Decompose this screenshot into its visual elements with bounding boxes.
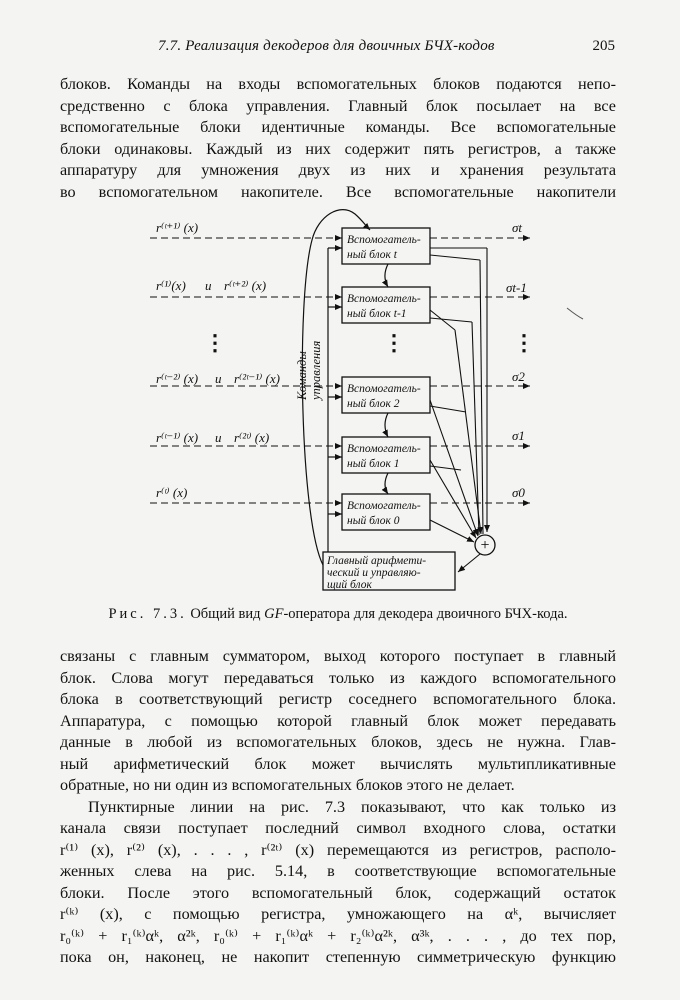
text-line: блоков. Команды на входы вспомогательных блоков подаются непо- — [60, 75, 616, 93]
block-t1-line2: ный блок t-1 — [347, 308, 407, 320]
main-block-line1: Главный арифмети- — [327, 555, 427, 567]
block-1-line2: ный блок 1 — [347, 458, 400, 470]
input-label-1-and: и — [215, 430, 222, 445]
caption-gf: GF — [264, 606, 284, 622]
figure-gf-operator — [0, 200, 680, 600]
caption-text-b: -оператора для декодера двоичного БЧХ-кода. — [283, 606, 568, 622]
output-sigma-0: σ0 — [512, 485, 525, 500]
text-line: аппаратуру для умножения двух из них и хранения результата — [60, 161, 616, 179]
text-line: обратные, но ни один из вспомогательных блоков этого не делает. — [60, 776, 515, 794]
dots-middle: ⋮ — [383, 330, 405, 355]
running-title: 7.7. Реализация декодеров для двоичных БЧХ-кодов — [158, 38, 495, 54]
stray-pen-mark — [566, 306, 586, 322]
top-paragraph — [60, 74, 616, 203]
input-label-2-a: r⁽ᵗ⁻²⁾ (x) — [156, 371, 199, 386]
input-label-1-b: r⁽²ᵗ⁾ (x) — [234, 430, 270, 445]
text-line: Пунктирные линии на рис. 7.3 показывают, что как только из — [88, 797, 616, 816]
text-line: r⁽ᵏ⁾ (x), с помощью регистра, умножающего на αᵏ, вычисляет — [60, 905, 616, 923]
text-line: связаны с главным сумматором, выход которого поступает в главный — [60, 647, 616, 665]
block-t-line2: ный блок t — [347, 249, 397, 261]
input-label-1-a: r⁽ᵗ⁻¹⁾ (x) — [156, 430, 199, 445]
input-label-0: r⁽ᵗ⁾ (x) — [156, 485, 188, 500]
caption-text-a: Общий вид — [186, 606, 265, 622]
output-sigma-t-1: σt-1 — [506, 280, 527, 295]
text-line: женных слева на рис. 5.14, в соответствующие вспомогательные — [60, 862, 616, 880]
summer-plus: + — [480, 537, 490, 554]
caption-label: Рис. 7.3. — [108, 606, 187, 622]
input-label-t: r⁽ᵗ⁺¹⁾ (x) — [156, 220, 199, 235]
main-block-line3: щий блок — [327, 579, 372, 591]
running-header — [60, 38, 615, 60]
output-sigma-2: σ2 — [512, 369, 525, 384]
bottom-paragraph — [60, 646, 616, 969]
input-label-t1-b: r⁽ᵗ⁺²⁾ (x) — [224, 278, 267, 293]
block-0-line1: Вспомогатель- — [347, 500, 421, 512]
block-t-line1: Вспомогатель- — [347, 234, 421, 246]
output-sigma-t: σt — [512, 220, 523, 235]
text-line: блоки. После этого вспомогательный блок, содержащий остаток — [60, 883, 616, 902]
dots-left: ⋮ — [204, 330, 226, 355]
text-line: ный арифметический блок может вычислять мультипликативные — [60, 754, 616, 773]
output-sigma-1: σ1 — [512, 428, 525, 443]
block-0-line2: ный блок 0 — [347, 515, 400, 527]
text-line: канала связи поступает последний символ входного слова, остатки — [60, 819, 616, 837]
input-label-t1-and: и — [205, 278, 212, 293]
block-2-line2: ный блок 2 — [347, 398, 400, 410]
text-line: во вспомогательном накопителе. Все вспомогательные накопители — [60, 182, 616, 201]
dots-right: ⋮ — [513, 330, 535, 355]
control-label-line2: управления — [309, 340, 323, 400]
figure-caption — [60, 606, 616, 623]
text-line: блок. Слова могут передаваться только из каждого вспомогательного — [60, 668, 616, 687]
page-number: 205 — [592, 38, 615, 54]
input-label-2-b: r⁽²ᵗ⁻¹⁾ (x) — [234, 371, 280, 386]
block-t1-line1: Вспомогатель- — [347, 293, 421, 305]
text-line: r₀⁽ᵏ⁾ + r₁⁽ᵏ⁾αᵏ, α²ᵏ, r₀⁽ᵏ⁾ + r₁⁽ᵏ⁾αᵏ + r₂⁽ᵏ⁾α²ᵏ, α³ᵏ, . . . , до тех пор, — [60, 926, 616, 945]
diagram-svg — [0, 200, 680, 600]
text-line: r⁽¹⁾ (x), r⁽²⁾ (x), . . . , r⁽²ᵗ⁾ (x) перемещаются из регистров, располо- — [60, 840, 616, 859]
text-line: средственно с блока управления. Главный блок посылает на все — [60, 96, 616, 115]
text-line: блоки одинаковы. Каждый из них содержит пять регистров, а также — [60, 139, 616, 158]
input-label-2-and: и — [215, 371, 222, 386]
text-line: данные в любой из вспомогательных блоков, здесь не нужна. Глав- — [60, 733, 616, 751]
text-line: блока в соответствующий регистр соседнего вспомогательного блока. — [60, 690, 616, 708]
text-line: Аппаратура, с помощью которой главный блок может передавать — [60, 711, 616, 730]
input-label-t1-a: r⁽¹⁾(x) — [156, 278, 186, 293]
main-block-line2: ческий и управляю- — [327, 567, 421, 579]
text-line: пока он, наконец, не накопит степенную симметрическую функцию — [60, 948, 616, 966]
control-label-line1: Команды — [295, 351, 309, 400]
text-line: вспомогательные блоки идентичные команды. Все вспомогательные — [60, 118, 616, 136]
block-2-line1: Вспомогатель- — [347, 383, 421, 395]
block-1-line1: Вспомогатель- — [347, 443, 421, 455]
